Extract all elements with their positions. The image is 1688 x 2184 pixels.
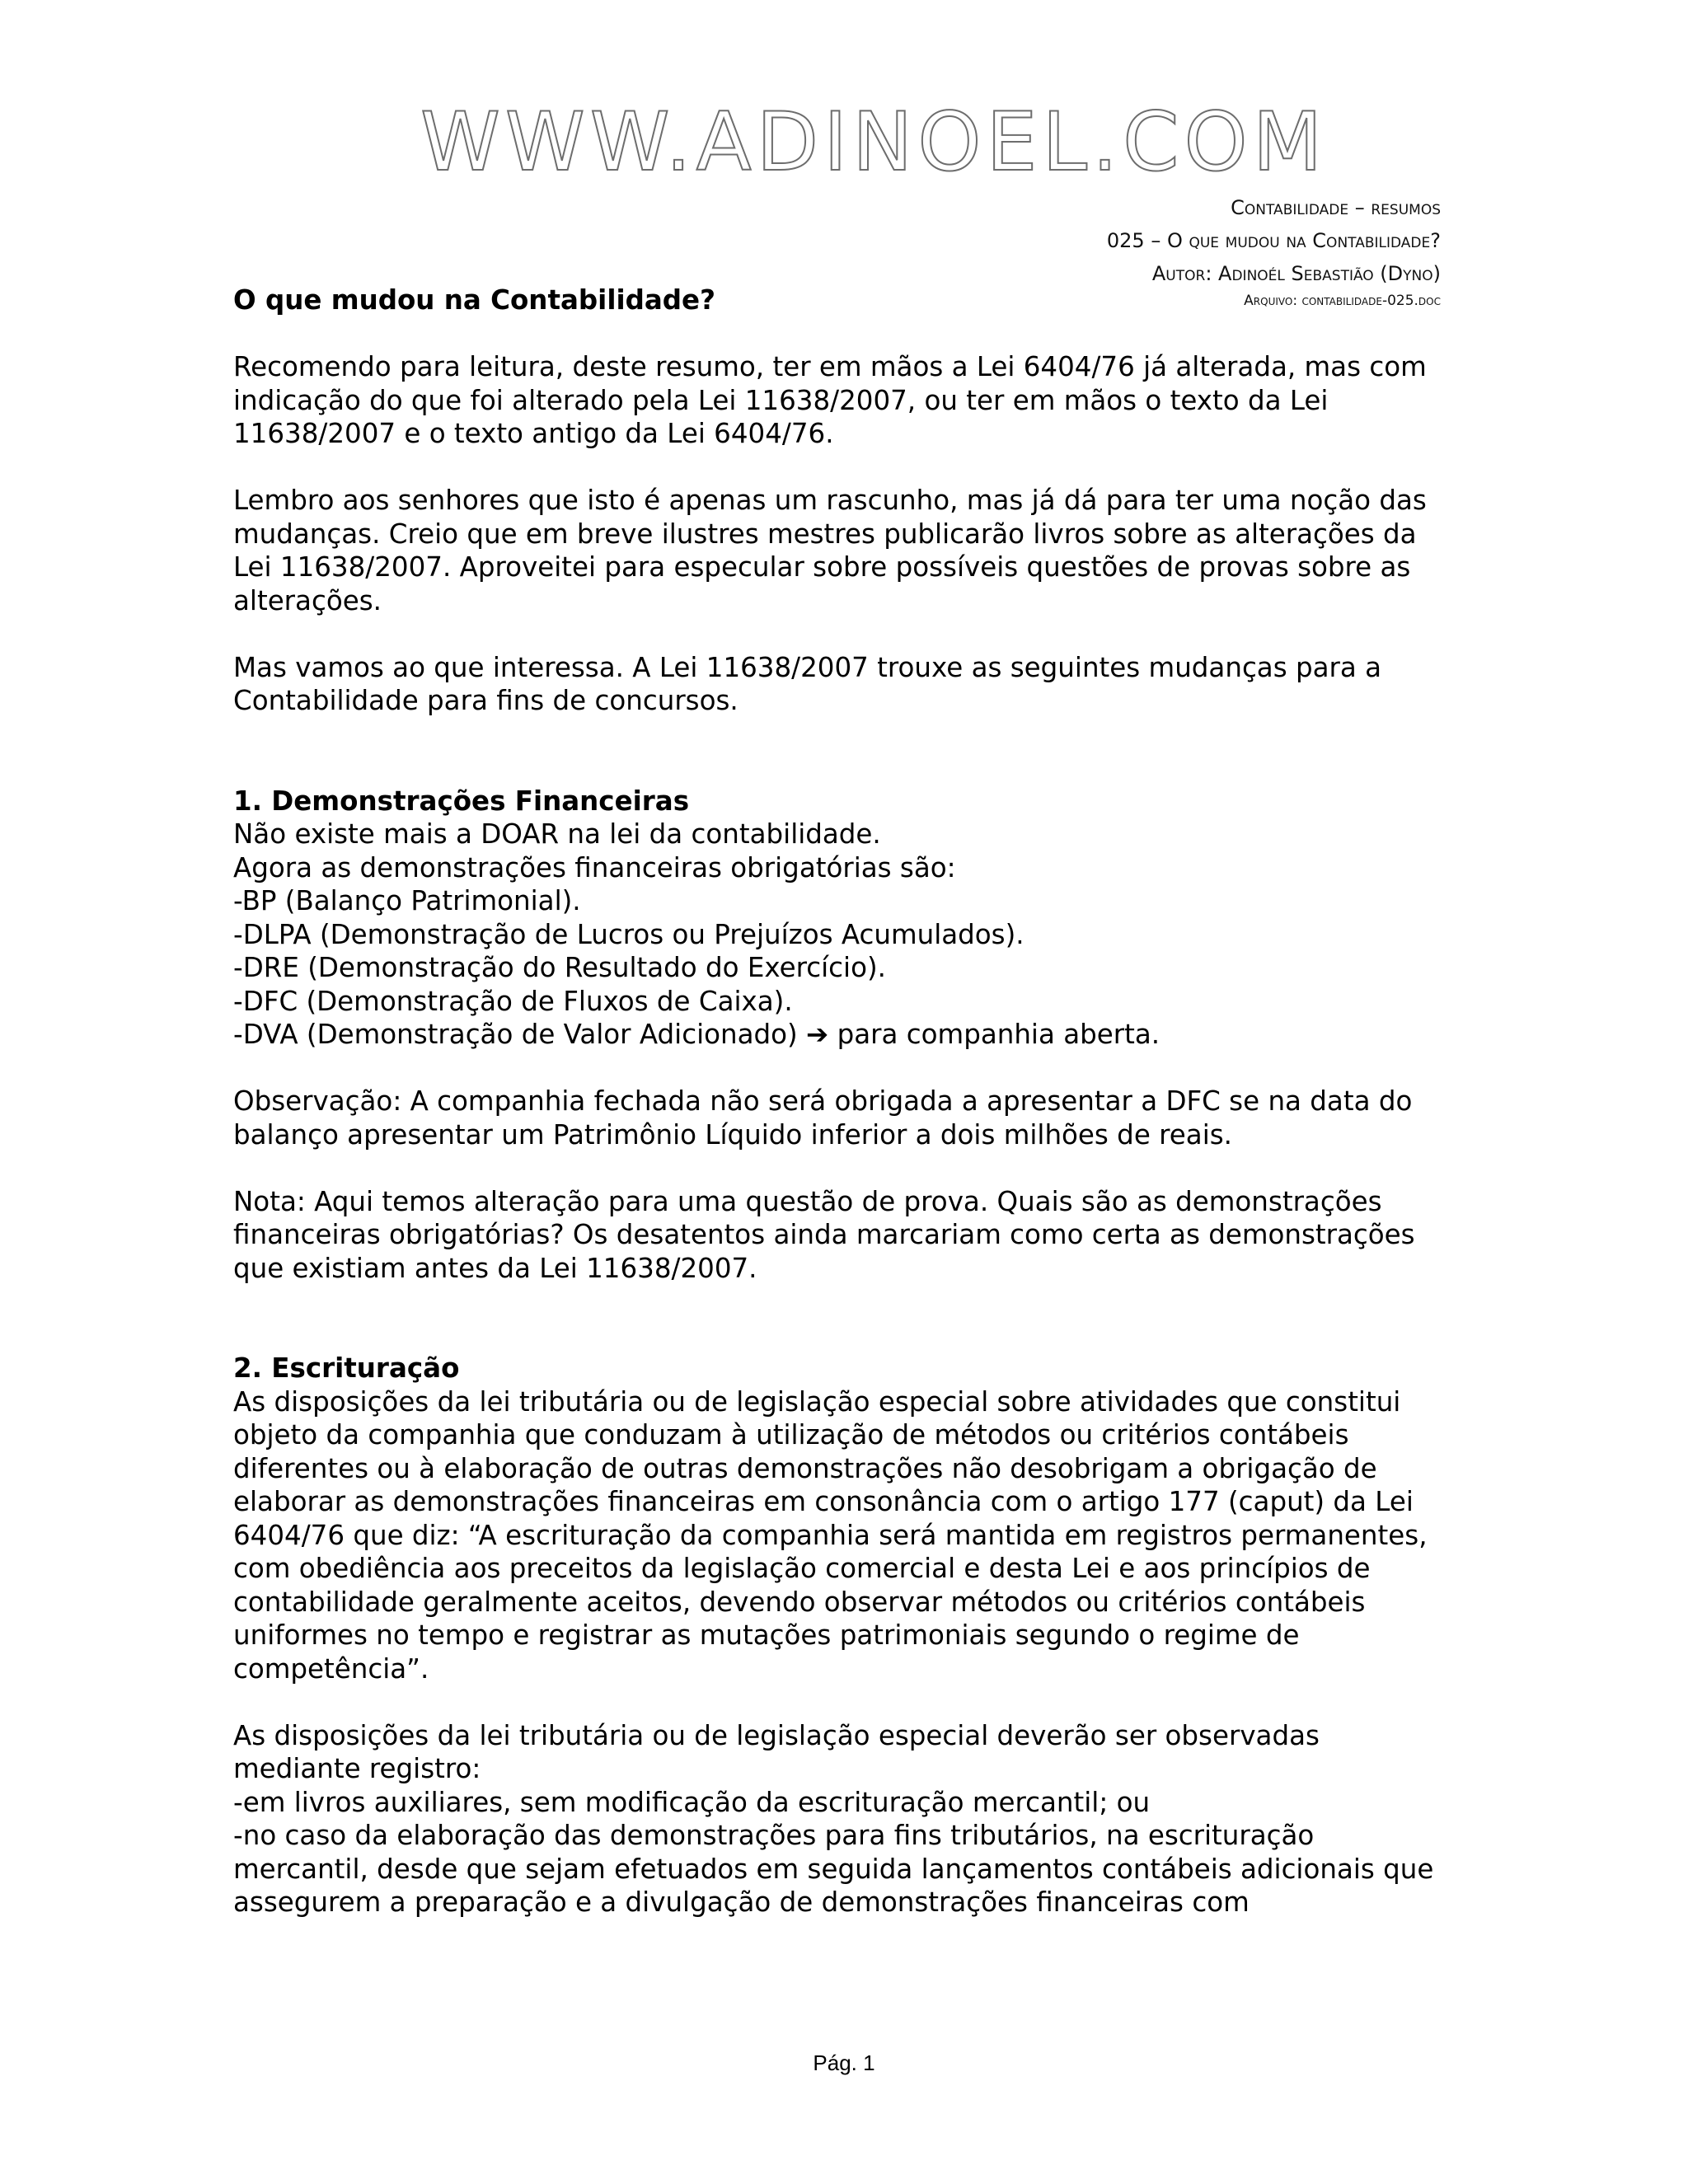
list-item: -no caso da elaboração das demonstrações para fins tributários, na escrituração mercantil, desde que sejam efetuados em seguida lançamentos contábeis adicionais que assegurem a preparação e a divulgação de demonstrações financeiras com — [233, 1820, 1434, 1918]
section-2-paragraph-2: As disposições da lei tributária ou de legislação especial deverão ser observadas mediante registro: — [233, 1719, 1320, 1784]
intro-paragraph-3: Mas vamos ao que interessa. A Lei 11638/2007 trouxe as seguintes mudanças para a Contabilidade para fins de concursos. — [233, 651, 1382, 716]
list-item — [233, 1018, 1453, 1052]
list-item: -em livros auxiliares, sem modificação da escrituração mercantil; ou — [233, 1786, 1151, 1818]
section-1-line-2: Agora as demonstrações financeiras obrigatórias são: — [233, 851, 956, 883]
header-file: Arquivo: contabilidade-025.doc — [1244, 293, 1441, 309]
dva-tail: para companhia aberta. — [837, 1019, 1160, 1050]
header-category: Contabilidade – resumos — [1231, 196, 1441, 219]
document-body — [233, 284, 1453, 1919]
section-2-paragraph-1: As disposições da lei tributária ou de legislação especial sobre atividades que constitui objeto da companhia que conduzam à utilização de métodos ou critérios contábeis diferentes ou à elaboração de outras demonstrações não desobrigam a obrigação de elaborar as demonstrações financeiras em consonância com o artigo 177 (caput) da Lei 6404/76 que diz: “A escrituração da companhia será mantida em registros permanentes, com obediência aos preceitos da legislação comercial e desta Lei e aos princípios de contabilidade geralmente aceitos, devendo observar métodos ou critérios contábeis uniformes no tempo e registrar as mutações patrimoniais segundo o regime de competência”. — [233, 1385, 1428, 1685]
list-item: -DRE (Demonstração do Resultado do Exercício). — [233, 952, 886, 983]
page-number: Pág. 1 — [813, 2050, 875, 2075]
intro-paragraph-2: Lembro aos senhores que isto é apenas um rascunho, mas já dá para ter uma noção das mudanças. Creio que em breve ilustres mestres publicarão livros sobre as alterações da Lei 11638/2007. Aproveitei para especular sobre possíveis questões de provas sobre as alterações. — [233, 485, 1427, 616]
list-item: -BP (Balanço Patrimonial). — [233, 885, 581, 916]
arrow-right-icon: ➔ — [806, 1019, 829, 1050]
intro-paragraph-1: Recomendo para leitura, deste resumo, ter em mãos a Lei 6404/76 já alterada, mas com indicação do que foi alterado pela Lei 11638/2007, ou ter em mãos o texto da Lei 11638/2007 e o texto antigo da Lei 6404/76. — [233, 351, 1427, 449]
section-1-heading: 1. Demonstrações Financeiras — [233, 785, 690, 817]
dva-text: -DVA (Demonstração de Valor Adicionado) — [233, 1019, 798, 1050]
header-subject: 025 – O que mudou na Contabilidade? — [1106, 229, 1441, 252]
watermark: WWW.ADINOEL.COM — [420, 96, 1328, 190]
observation-paragraph: Observação: A companhia fechada não será obrigada a apresentar a DFC se na data do balanço apresentar um Patrimônio Líquido inferior a dois milhões de reais. — [233, 1085, 1413, 1151]
list-item: -DFC (Demonstração de Fluxos de Caixa). — [233, 985, 793, 1017]
section-1-line-1: Não existe mais a DOAR na lei da contabilidade. — [233, 818, 881, 850]
note-paragraph: Nota: Aqui temos alteração para uma questão de prova. Quais são as demonstrações financeiras obrigatórias? Os desatentos ainda marcariam como certa as demonstrações que existiam antes da Lei 11638/2007. — [233, 1185, 1415, 1284]
page-title: O que mudou na Contabilidade? — [233, 284, 715, 316]
list-item: -DLPA (Demonstração de Lucros ou Prejuízos Acumulados). — [233, 918, 1025, 950]
header-author: Autor: Adinoél Sebastião (Dyno) — [1151, 262, 1441, 285]
section-2-heading: 2. Escrituração — [233, 1352, 460, 1384]
